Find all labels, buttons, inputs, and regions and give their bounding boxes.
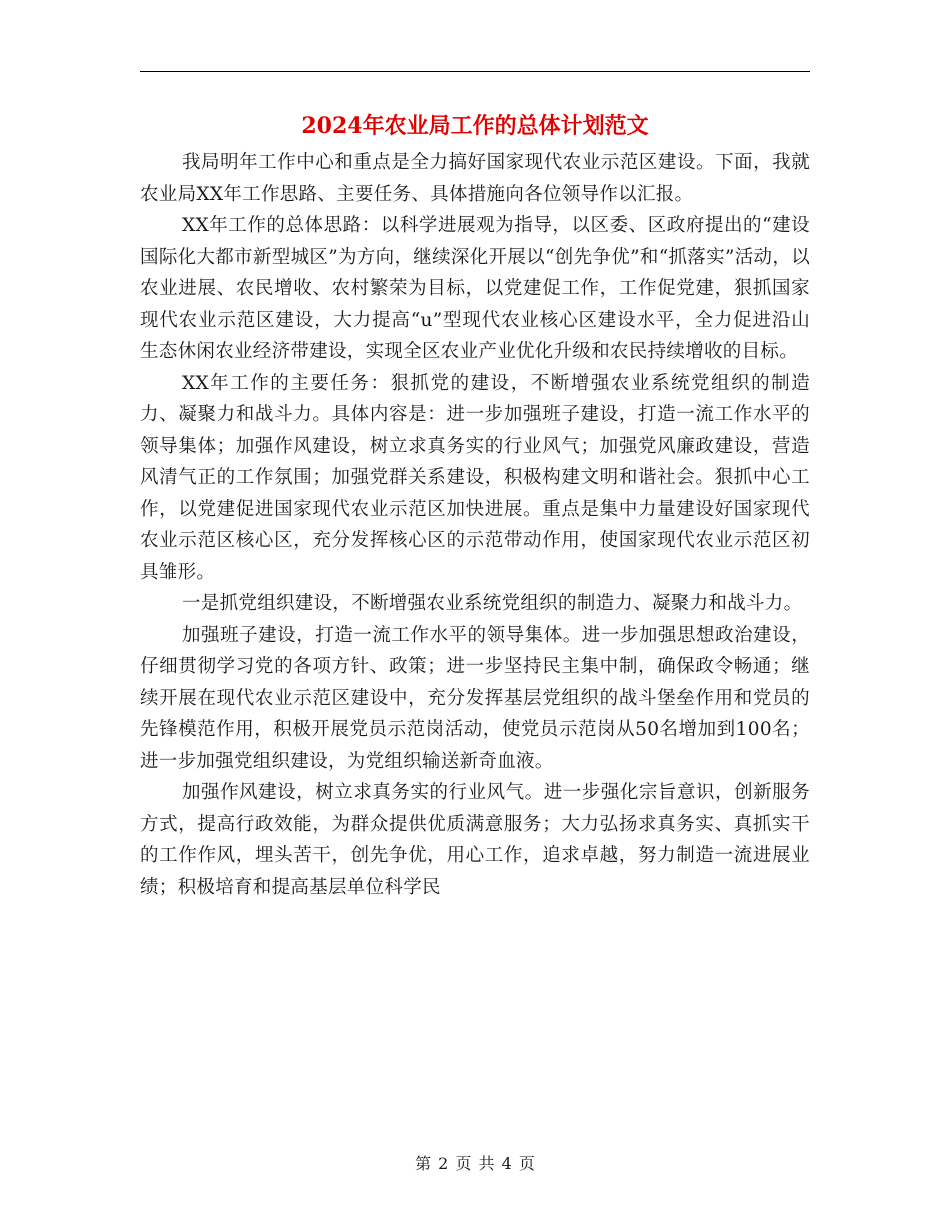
paragraph: XX年工作的总体思路：以科学进展观为指导，以区委、区政府提出的“建设国际化大都市新型城区”为方向，继续深化开展以“创先争优”和“抓落实”活动，以农业进展、农民增收、农村繁荣为目标，以党建促工作，工作促党建，狠抓国家现代农业示范区建设，大力提高“u”型现代农业核心区建设水平，全力促进沿山生态休闲农业经济带建设，实现全区农业产业优化升级和农民持续增收的目标。 [140,215,810,362]
paragraph: XX年工作的主要任务：狠抓党的建设，不断增强农业系统党组织的制造力、凝聚力和战斗力。具体内容是：进一步加强班子建设，打造一流工作水平的领导集体；加强作风建设，树立求真务实的行业风气；加强党风廉政建设，营造风清气正的工作氛围；加强党群关系建设，积极构建文明和谐社会。狠抓中心工作，以党建促进国家现代农业示范区加快进展。重点是集中力量建设好国家现代农业示范区核心区，充分发挥核心区的示范带动作用，使国家现代农业示范区初具雏形。 [140,372,810,583]
paragraph: 一是抓党组织建设，不断增强农业系统党组织的制造力、凝聚力和战斗力。 [182,593,803,614]
paragraph: 加强作风建设，树立求真务实的行业风气。进一步强化宗旨意识，创新服务方式，提高行政效能，为群众提供优质满意服务；大力弘扬求真务实、真抓实干的工作作风，埋头苦干，创先争优，用心工作，追求卓越，努力制造一流进展业绩；积极培育和提高基层单位科学民 [140,782,810,898]
document-title: 2024年农业局工作的总体计划范文 [301,113,649,139]
paragraph: 我局明年工作中心和重点是全力搞好国家现代农业示范区建设。下面，我就农业局XX年工作思路、主要任务、具体措施向各位领导作以汇报。 [140,152,810,205]
document-body [140,147,810,903]
header-rule [140,71,810,72]
page-number-footer: 第 2 页 共 4 页 [415,1154,535,1173]
paragraph: 加强班子建设，打造一流工作水平的领导集体。进一步加强思想政治建设，仔细贯彻学习党的各项方针、政策；进一步坚持民主集中制，确保政令畅通；继续开展在现代农业示范区建设中，充分发挥基层党组织的战斗堡垒作用和党员的先锋模范作用，积极开展党员示范岗活动，使党员示范岗从50名增加到100名；进一步加强党组织建设，为党组织输送新奇血液。 [140,624,810,772]
